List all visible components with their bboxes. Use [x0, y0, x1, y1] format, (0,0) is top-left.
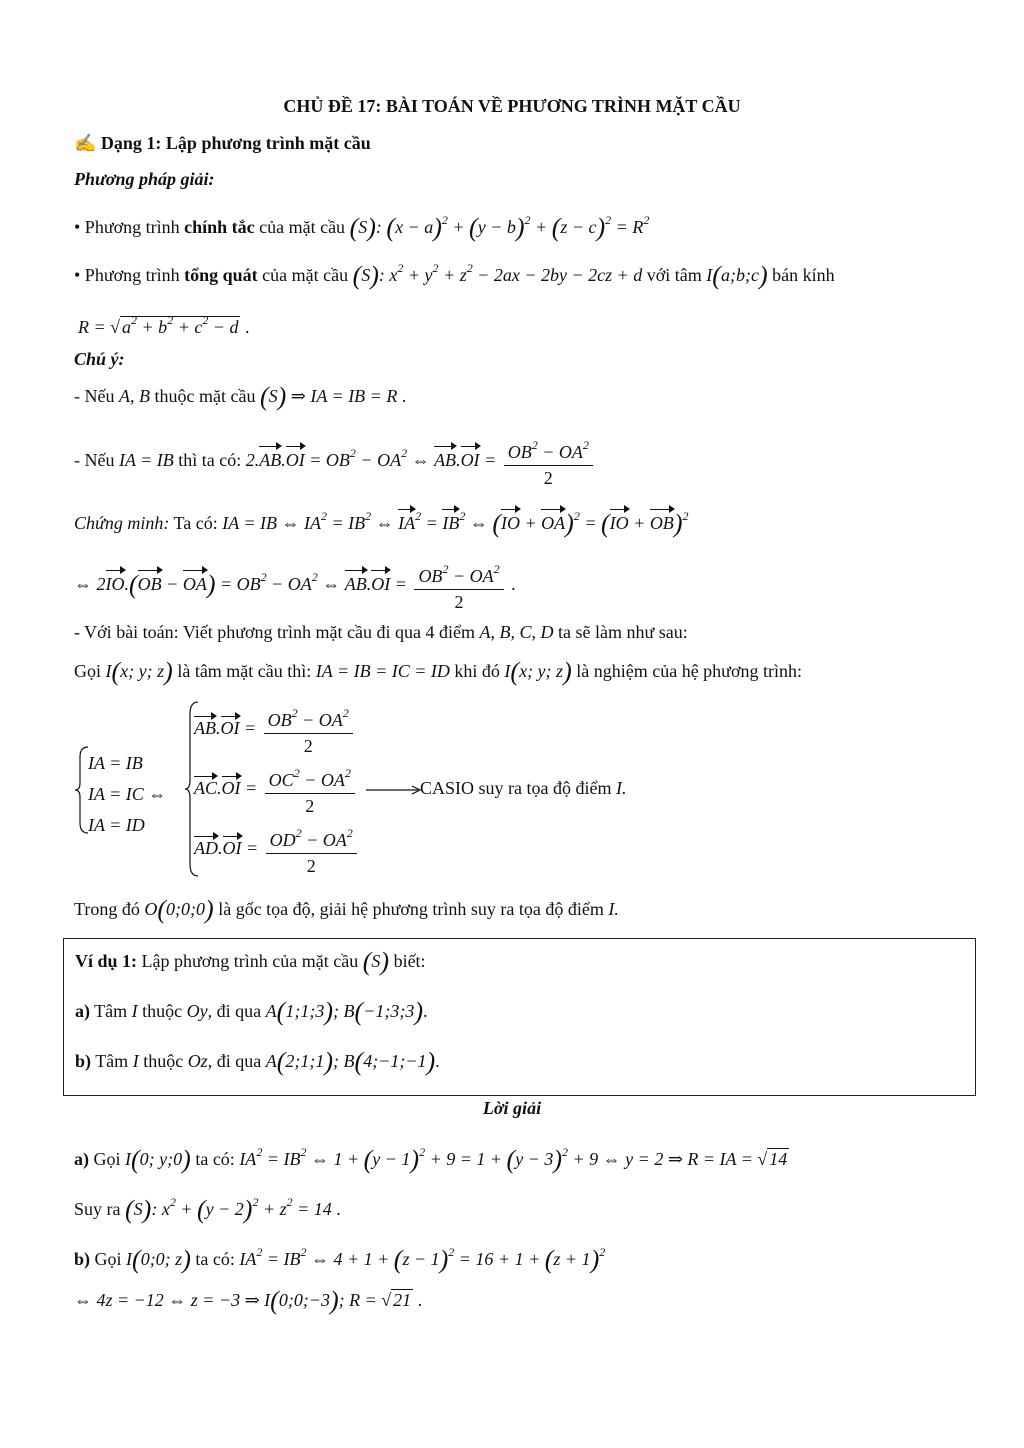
formula-canonical: (S): $(x - a)^2 + (y - b)^2 + (z - c)^2 = R^2$	[349, 213, 650, 242]
proof-line-1: Chứng minh: Ta có: IA = IB ⇔ $IA^2 = IB^2$ ⇔ $IA^2 = IB^2$ ⇔ (IO + OA)$^2$ = (IO + OB)$^2$	[74, 509, 689, 538]
solution-a-line-2: Suy ra (S): $x^2 + (y - 2)^2 + z^2 = 14$ .	[74, 1195, 341, 1224]
solution-heading: Lời giải	[482, 1098, 542, 1118]
section-heading: ✍ Dạng 1: Lập phương trình mặt cầu	[74, 133, 371, 153]
arrow-icon	[366, 784, 422, 796]
pencil-icon: ✍	[74, 133, 97, 153]
center-definition: Gọi I(x; y; z) là tâm mặt cầu thì: IA = IB = IC = ID khi đó I(x; y; z) là nghiệm của hệ phương trình:	[74, 657, 802, 686]
bullet-canonical: • Phương trình chính tắc của mặt cầu (S): $(x - a)^2 + (y - b)^2 + (z - c)^2 = R^2$	[74, 213, 650, 242]
bullet-general: • Phương trình tổng quát của mặt cầu (S): $x^2 + y^2 + z^2 - 2ax - 2by - 2cz + d$ với tâm I(a;b;c) bán kính	[74, 261, 835, 290]
note-1: - Nếu A, B thuộc mặt cầu (S) ⇒ IA = IB = R .	[74, 382, 407, 411]
formula-general: (S): $x^2 + y^2 + z^2 - 2ax - 2by - 2cz + d$	[352, 261, 643, 290]
proof-line-2: ⇔ $2IO.(OB - OA) = OB^2 - OA^2$ ⇔ AB.OI = $\frac{OB^2 - OA^2}{2}$ .	[74, 558, 516, 614]
origin-note: Trong đó O(0;0;0) là gốc tọa độ, giải hệ phương trình suy ra tọa độ điểm I.	[74, 895, 619, 924]
example-part-a: a) Tâm I thuộc Oy, đi qua A(1;1;3); B(−1;3;3).	[75, 997, 428, 1026]
note-2: - Nếu IA = IB thì ta có: $2.AB.OI = OB^2 - OA^2$ ⇔ AB.OI = $\frac{OB^2 - OA^2}{2}$	[74, 434, 596, 490]
example-part-b: b) Tâm I thuộc Oz, đi qua A(2;1;1); B(4;−1;−1).	[75, 1047, 440, 1076]
formula-radius: R = √ $a^2 + b^2 + c^2 - d$ .	[78, 313, 250, 337]
example-title: Ví dụ 1: Lập phương trình của mặt cầu (S) biết:	[75, 947, 426, 976]
solution-a-line-1: a) Gọi I(0; y;0) ta có: $IA^2 = IB^2$ ⇔ $1 + (y - 1)^2 + 9 = 1 + (y - 3)^2 + 9$ ⇔ y = 2 ⇒ R = IA = √ 14	[74, 1145, 788, 1174]
note-heading: Chú ý:	[74, 349, 125, 369]
method-heading: Phương pháp giải:	[74, 169, 215, 189]
solution-b-line-2: ⇔ 4z = −12 ⇔ z = −3 ⇒ I(0;0;−3); R = √ 21 .	[74, 1286, 423, 1315]
solution-b-line-1: b) Gọi I(0;0; z) ta có: $IA^2 = IB^2$ ⇔ $4 + 1 + (z - 1)^2 = 16 + 1 + (z + 1)^2$	[74, 1245, 606, 1274]
page-title: CHỦ ĐỀ 17: BÀI TOÁN VỀ PHƯƠNG TRÌNH MẶT CẦU	[283, 96, 741, 116]
equation-system: IA = IB IA = IC ⇔ IA = ID AB.OI = $\frac{OB^2 - OA^2}{2}$ AC.OI = $\frac{OC^2 - OA^2}{2}$ AD.OI = $\frac{OD^2 - OA^2}{2}$ CASIO suy ra tọa độ điểm I.	[74, 700, 774, 880]
note-3: - Với bài toán: Viết phương trình mặt cầu đi qua 4 điểm A, B, C, D ta sẽ làm như sau:	[74, 622, 688, 642]
